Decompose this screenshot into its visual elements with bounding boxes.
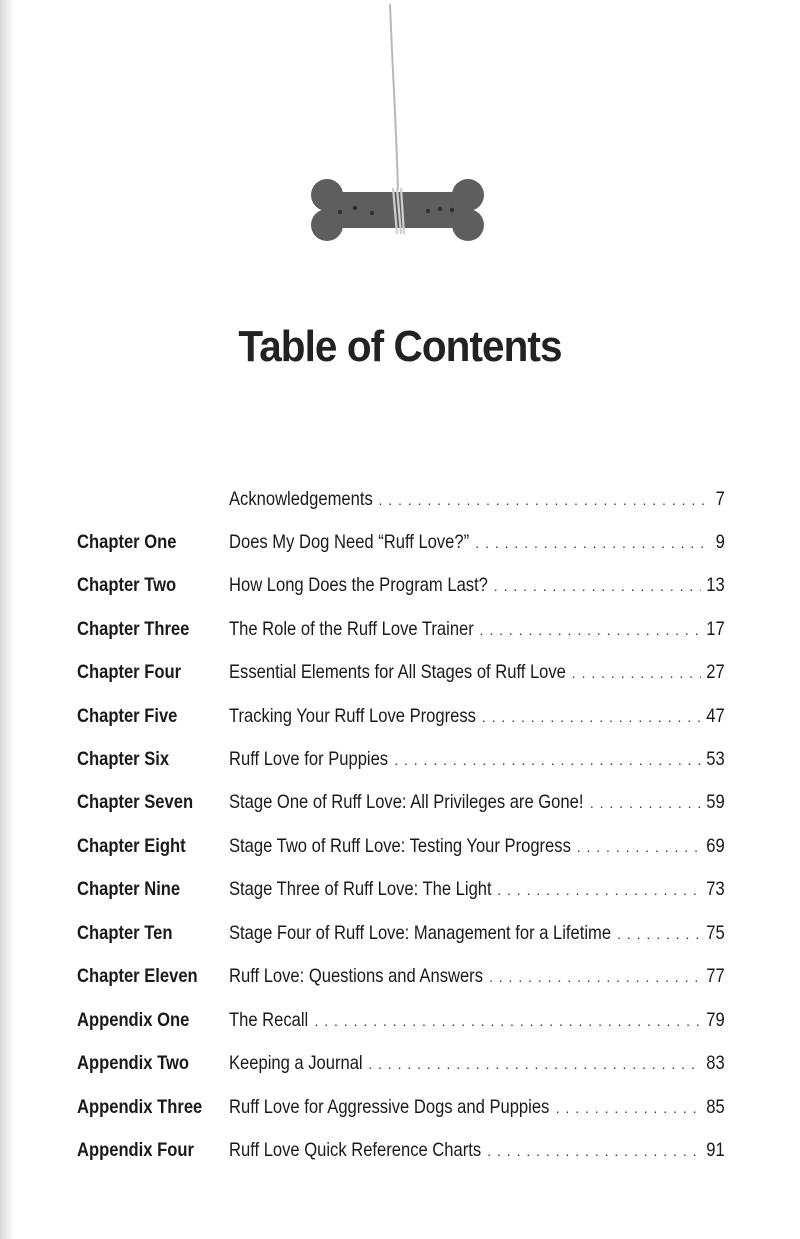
leader-dots [577, 839, 701, 855]
toc-entry [0, 574, 800, 614]
toc-entry [0, 878, 800, 918]
toc-chapter-label: Chapter Nine [77, 878, 181, 900]
toc-page-number: 69 [706, 835, 725, 857]
toc-chapter-label: Chapter Six [77, 748, 170, 770]
toc-page-number: 17 [706, 618, 725, 640]
toc-page-number: 79 [706, 1009, 725, 1031]
hanging-dog-bone-icon [300, 0, 500, 260]
page-title: Table of Contents [238, 322, 562, 371]
toc-entry-title: Ruff Love Quick Reference Charts [229, 1139, 482, 1161]
toc-entry [0, 618, 800, 658]
toc-entry-title: The Recall [229, 1009, 309, 1031]
toc-entry-title: Ruff Love for Puppies [229, 748, 389, 770]
leader-dots [475, 535, 710, 551]
toc-chapter-label: Chapter Eleven [77, 965, 198, 987]
toc-entry-title: Stage Four of Ruff Love: Management for a Lifetime [229, 922, 612, 944]
toc-page-number: 85 [706, 1096, 725, 1118]
leader-dots [556, 1100, 701, 1116]
toc-entry [0, 488, 800, 528]
toc-chapter-label: Appendix Three [77, 1096, 203, 1118]
toc-page-number: 75 [706, 922, 725, 944]
toc-page-number: 7 [715, 488, 725, 510]
toc-entry [0, 531, 800, 571]
toc-page-number: 27 [706, 661, 725, 683]
toc-entry-title: Does My Dog Need “Ruff Love?” [229, 531, 470, 553]
toc-chapter-label: Appendix Two [77, 1052, 190, 1074]
leader-dots [480, 622, 701, 638]
leader-dots [572, 665, 701, 681]
toc-entry [0, 1139, 800, 1179]
leader-dots [617, 926, 701, 942]
toc-entry [0, 791, 800, 831]
toc-chapter-label: Chapter Five [77, 705, 178, 727]
toc-entry [0, 835, 800, 875]
toc-entry-title: Tracking Your Ruff Love Progress [229, 705, 476, 727]
leader-dots [497, 882, 701, 898]
toc-entry-title: Acknowledgements [229, 488, 373, 510]
toc-page-number: 9 [715, 531, 725, 553]
toc-page-number: 13 [706, 574, 725, 596]
toc-entry-title: Stage One of Ruff Love: All Privileges are Gone! [229, 791, 584, 813]
toc-page-number: 83 [706, 1052, 725, 1074]
toc-entry [0, 1096, 800, 1136]
toc-chapter-label: Appendix Four [77, 1139, 194, 1161]
toc-chapter-label: Chapter One [77, 531, 177, 553]
leader-dots [394, 752, 701, 768]
toc-page-number: 73 [706, 878, 725, 900]
toc-entry [0, 922, 800, 962]
toc-chapter-label: Chapter Four [77, 661, 182, 683]
toc-chapter-label: Chapter Ten [77, 922, 173, 944]
toc-chapter-label: Chapter Two [77, 574, 177, 596]
toc-chapter-label: Appendix One [77, 1009, 190, 1031]
toc-entry-title: Stage Two of Ruff Love: Testing Your Progress [229, 835, 571, 857]
toc-page-number: 77 [706, 965, 725, 987]
toc-entry [0, 965, 800, 1005]
toc-entry [0, 1009, 800, 1049]
leader-dots [378, 492, 709, 508]
toc-entry-title: The Role of the Ruff Love Trainer [229, 618, 474, 640]
leader-dots [590, 795, 701, 811]
toc-chapter-label: Chapter Three [77, 618, 190, 640]
toc-entry-title: Essential Elements for All Stages of Ruff Love [229, 661, 566, 683]
toc-entry [0, 748, 800, 788]
leader-dots [489, 969, 701, 985]
toc-entry [0, 661, 800, 701]
toc-entry [0, 1052, 800, 1092]
leader-dots [482, 709, 701, 725]
leader-dots [314, 1013, 700, 1029]
toc-entry-title: Stage Three of Ruff Love: The Light [229, 878, 492, 900]
toc-entry [0, 705, 800, 745]
toc-entry-title: Ruff Love for Aggressive Dogs and Puppies [229, 1096, 550, 1118]
toc-entry-title: Keeping a Journal [229, 1052, 363, 1074]
toc-entry-title: Ruff Love: Questions and Answers [229, 965, 484, 987]
toc-page-number: 91 [706, 1139, 725, 1161]
leader-dots [487, 1143, 701, 1159]
leader-dots [494, 578, 701, 594]
leader-dots [368, 1056, 701, 1072]
toc-entry-title: How Long Does the Program Last? [229, 574, 488, 596]
toc-page-number: 53 [706, 748, 725, 770]
toc-chapter-label: Chapter Seven [77, 791, 194, 813]
toc-chapter-label: Chapter Eight [77, 835, 186, 857]
toc-page-number: 59 [706, 791, 725, 813]
toc-page-number: 47 [706, 705, 725, 727]
